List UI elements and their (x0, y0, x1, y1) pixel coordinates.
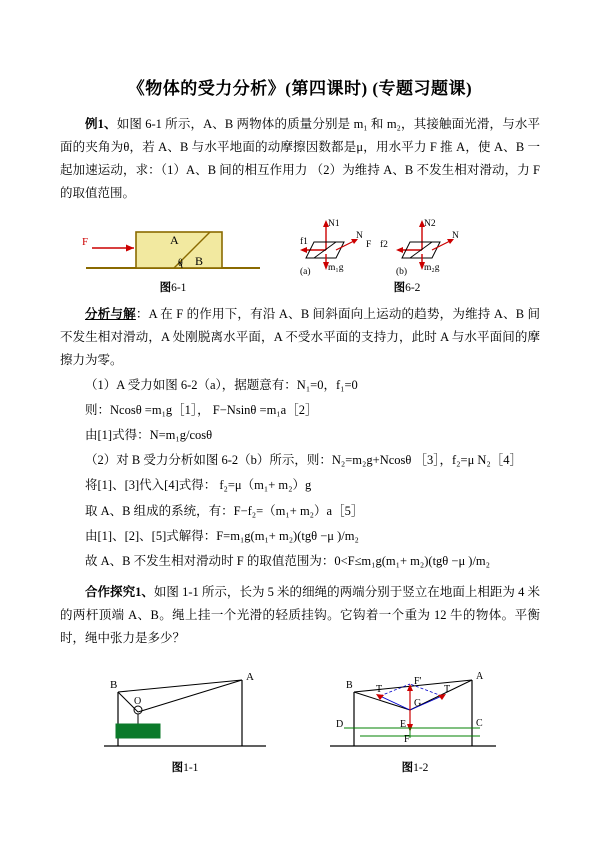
paragraph-s6: 取 A、B 组成的系统，有：F−f₂=（m₁+ m₂）a［5］ (85, 503, 364, 518)
svg-text:m₁g: m₁g (328, 262, 344, 273)
explore-text: 如图 1-1 所示，长为 5 米的细绳的两端分别于竖立在地面上相距为 4 米的两杆顶端 A、B。绳上挂一个光滑的轻质挂钩。它钩着一个重为 12 牛的物体。平衡时，绳中张力是多少？ (60, 584, 540, 646)
svg-text:m₂g: m₂g (424, 262, 440, 273)
paragraph-explore-1 (60, 581, 540, 650)
figure-1-1-caption: 图1-1 (171, 762, 199, 775)
example-text: 如图 6-1 所示，A、B 两物体的质量分别是 m₁ 和 m₂，其接触面光滑，与水平面的夹角为θ，若 A、B 与水平地面的动摩擦因数都是μ，用水平力 F 推 A，使 A、B 一起加速运动，求：（1）A、B 间的相互作用力 （2）为维持 A、B 不发生相对滑动，力 F 的取值范围。 (60, 117, 540, 201)
figure-6-2 (292, 216, 522, 295)
paragraph-s8: 故 A、B 不发生相对滑动时 F 的取值范围为：0<F≤m₁g(m₁+ m₂)(tgθ −μ )/m₂ (85, 553, 491, 568)
analysis-heading: 分析与解 (85, 306, 136, 321)
paragraph-s7: 由[1]、[2]、[5]式解得：F=m₁g(m₁+ m₂)(tgθ −μ )/m₂ (85, 528, 359, 543)
svg-text:O: O (134, 696, 142, 708)
svg-text:F: F (404, 734, 410, 746)
figure-1-2 (320, 666, 510, 775)
paragraph-s1: （1）A 受力如图 6-2（a），据题意有：N₁=0，f₁=0 (85, 377, 358, 392)
svg-text:f2: f2 (380, 239, 388, 250)
example-label: 例1、 (85, 117, 117, 131)
svg-text:B: B (110, 679, 118, 692)
svg-text:N1: N1 (328, 218, 340, 229)
label-F: F (82, 235, 89, 248)
paragraph-s3: 由[1]式得：N=m₁g/cosθ (85, 428, 213, 443)
figure-1-1 (90, 666, 280, 775)
paragraph-analysis (60, 303, 540, 372)
svg-text:(a): (a) (300, 266, 311, 277)
figure-1-2-caption: 图1-2 (401, 762, 429, 775)
svg-text:E: E (400, 719, 407, 731)
page-title: 《物体的受力分析》(第四课时) (专题习题课) (127, 79, 473, 98)
figure-6-2-caption: 图6-2 (393, 281, 421, 294)
figure-6-1 (78, 216, 268, 295)
svg-text:F': F' (414, 676, 422, 688)
svg-text:N: N (356, 230, 363, 241)
paragraph-s5: 将[1]、[3]代入[4]式得： f₂=μ（m₁+ m₂）g (85, 478, 312, 493)
svg-text:(b): (b) (396, 266, 408, 277)
analysis-text: ：A 在 F 的作用下，有沿 A、B 间斜面向上运动的趋势，为维持 A、B 间不发生相对滑动，A 处刚脱离水平面，A 不受水平面的支持力，此时 A 与水平面间的摩擦力为零。 (60, 306, 540, 367)
svg-text:T: T (444, 684, 451, 696)
svg-text:D: D (336, 719, 344, 731)
svg-text:A: A (170, 232, 179, 247)
figure-row-1 (60, 216, 540, 295)
svg-text:B: B (346, 680, 353, 692)
svg-text:G: G (414, 698, 422, 710)
explore-label: 合作探究1、 (85, 584, 154, 599)
svg-text:N: N (452, 230, 459, 241)
svg-text:f1: f1 (300, 236, 308, 247)
figure-6-2-drawing (292, 216, 522, 278)
svg-text:F: F (366, 239, 372, 250)
paragraph-s2: 则：Ncosθ =m₁g［1］， F−Nsinθ =m₁a［2］ (85, 403, 318, 417)
paragraph-example-1 (60, 113, 540, 206)
figure-6-1-caption: 图6-1 (159, 281, 187, 294)
svg-text:A: A (476, 671, 484, 683)
figure-1-1-drawing (90, 666, 280, 758)
svg-text:B: B (195, 253, 204, 268)
figure-6-1-drawing (78, 216, 268, 278)
svg-text:θ: θ (178, 257, 183, 269)
paragraph-s4: （2）对 B 受力分析如图 6-2（b）所示，则：N₂=m₂g+Ncosθ ［3］，f₂=μ N₂［4］ (85, 453, 523, 468)
svg-text:A: A (246, 671, 254, 684)
figure-1-2-drawing (320, 666, 510, 758)
figure-row-2 (60, 666, 540, 775)
svg-text:T: T (376, 684, 383, 696)
svg-text:N2: N2 (424, 218, 436, 229)
svg-text:C: C (476, 718, 483, 730)
